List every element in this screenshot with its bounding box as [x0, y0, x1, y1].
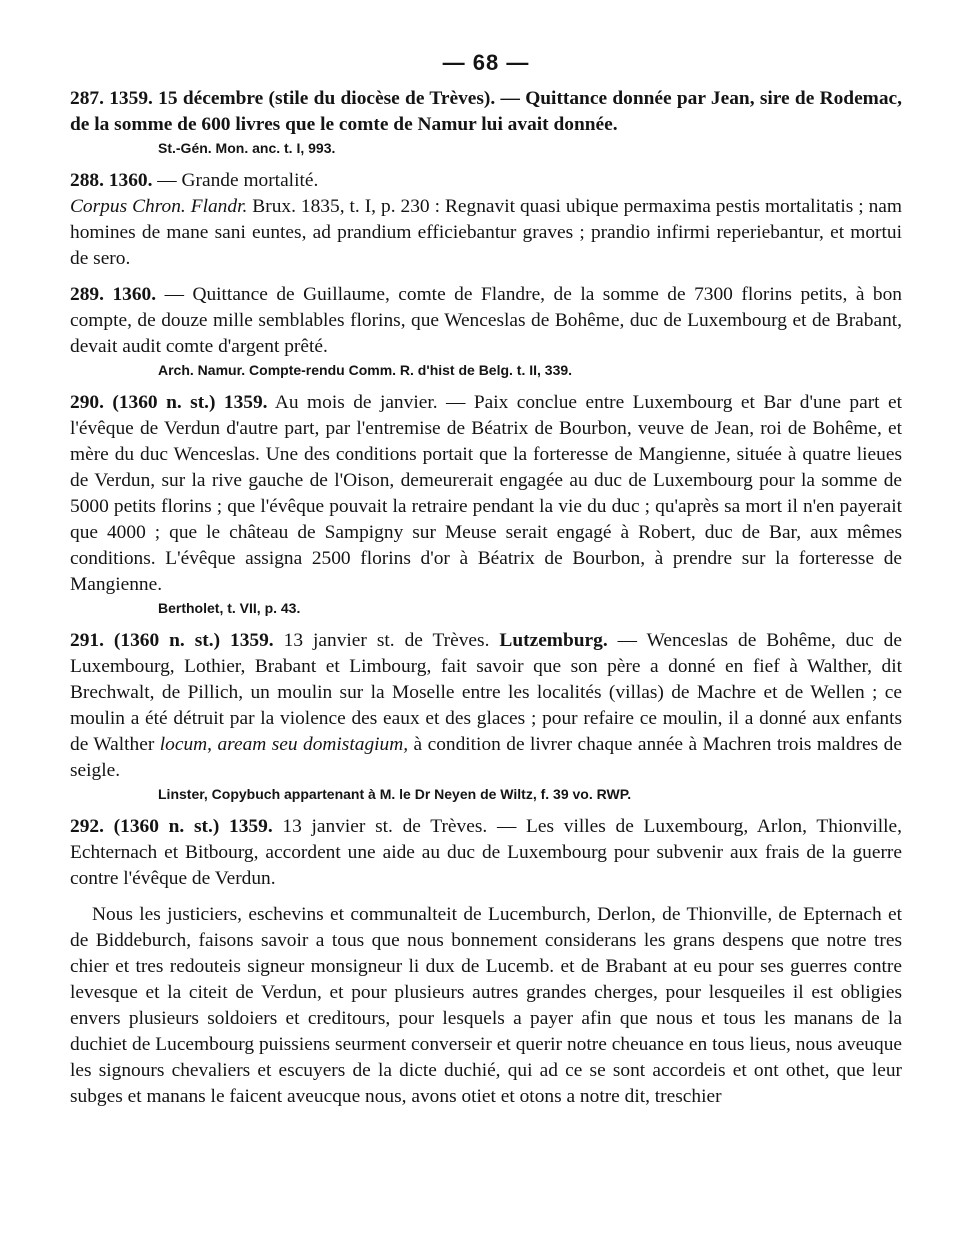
entry-290-text	[70, 390, 902, 598]
entry-date: 1360.	[112, 284, 157, 305]
entry-number: 287.	[70, 88, 104, 109]
entry-body-end: à condition de livrer chaque année à Machren trois maldres de seigle.	[70, 734, 902, 781]
entry-291	[70, 628, 902, 804]
entry-source: St.-Gén. Mon. anc. t. I, 993.	[158, 140, 336, 156]
entry-292-text	[70, 814, 902, 892]
entry-body: Au mois de janvier. — Paix conclue entre Luxembourg et Bar d'une part et l'évêque de Verdun d'autre part, par l'entremise de Béatrix de Bourbon, veuve de Jean, roi de Bohême, et mère du duc Wenceslas. Une des conditions portait que la forteresse de Mangienne, située à quatre lieues de Verdun, sur la rive gauche de l'Oison, demeurerait engagée au duc de Luxembourg pour la somme de 5000 petits florins ; que l'évêque pouvait la retraire pendant la vie du duc ; qu'après sa mort il n'en payerait que 4000 ; que le château de Sampigny sur Meuse serait engagé à Robert, duc de Bar, aux mêmes conditions. L'évêque assigna 2500 florins d'or à Béatrix de Bourbon, à prendre sur la forteresse de Mangienne.	[70, 392, 902, 595]
entry-body: 13 janvier st. de Trèves. — Les villes de Luxembourg, Arlon, Thionville, Echternach et Bitbourg, accordent une aide au duc de Luxembourg pour subvenir aux frais de la guerre contre l'évêque de Verdun.	[70, 816, 902, 889]
separator: ,	[207, 734, 212, 755]
entry-289-text	[70, 282, 902, 360]
entry-number: 290.	[70, 392, 104, 413]
entry-288	[70, 168, 902, 272]
page-number: — 68 —	[442, 50, 530, 75]
entry-source: Bertholet, t. VII, p. 43.	[158, 600, 301, 616]
quote-text: Brux. 1835, t. I, p. 230 : Regnavit quasi ubique permaxima pestis mortalitatis ; nam homines de mane sani euntes, ad prandium efficiebantur graves ; prandio infirmi reperiebantur, et mortui de sero.	[70, 196, 902, 269]
source-title-italic: Corpus Chron. Flandr.	[70, 196, 248, 217]
entry-290	[70, 390, 902, 618]
entry-289	[70, 282, 902, 380]
entry-source: Arch. Namur. Compte-rendu Comm. R. d'hist de Belg. t. II, 339.	[158, 362, 573, 378]
entry-lead: 13 janvier st. de Trèves.	[283, 630, 490, 651]
entry-291-text	[70, 628, 902, 784]
entry-date: 1360.	[108, 170, 153, 191]
entry-number: 292.	[70, 816, 104, 837]
entry-292	[70, 814, 902, 892]
entry-number: 288.	[70, 170, 104, 191]
charter-text: Nous les justiciers, eschevins et communalteit de Lucemburch, Derlon, de Thionville, de Epternach et de Biddeburch, faisons savoir a tous que nous bonnement considerans les grans despens que notre tres chier et tres redouteis signeur monsigneur li dux de Lucemb. et de Brabant at eu pour ses guerres contre levesque et la citeit de Verdun, et pour plusieurs autres grandes cherges, pour lesqueiles il est obligies envers plusieurs soldoiers et creditours, pour lesquels a payer afin que nous et tous les manans de la duchiet de Lucembourg puissiens seurment converseir et querir notre cheuance en tous lieus, nous aveuque les signours chevaliers et escuyers de la dicte duchié, qui ad ce se sont accordeis et ont othet, que leur subges et manans le faicent aveucque nous, avons otiet et otons a notre dit, treschier	[70, 904, 902, 1107]
entry-number: 291.	[70, 630, 104, 651]
entry-body: — Wenceslas de Bohême, duc de Luxembourg, Lothier, Brabant et Limbourg, fait savoir que son père a donné en fief à Walther, dit Brechwalt, de Pillich, un moulin sur la Moselle entre les localités (villas) de Machre et de Wellen ; ce moulin a été détruit par la violence des eaux et des glaces ; pour refaire ce moulin, il a donné aux enfants de Walther	[70, 630, 902, 755]
entry-body: 15 décembre (stile du diocèse de Trèves). — Quittance donnée par Jean, sire de Rodemac, de la somme de 600 livres que le comte de Namur lui avait donnée.	[70, 88, 902, 135]
entry-date: (1360 n. st.) 1359.	[113, 816, 273, 837]
entry-date: (1360 n. st.) 1359.	[112, 392, 268, 413]
entry-287	[70, 86, 902, 158]
document-page	[70, 50, 902, 1110]
entry-287-text	[70, 86, 902, 138]
entry-source: Linster, Copybuch appartenant à M. le Dr Neyen de Wiltz, f. 39 vo. RWP.	[158, 786, 632, 802]
entry-body: — Quittance de Guillaume, comte de Flandre, de la somme de 7300 florins petits, à bon compte, de douze mille semblables florins, que Wenceslas de Bohême, duc de Luxembourg et de Brabant, devait audit comte d'argent prêté.	[70, 284, 902, 357]
entry-288-heading	[70, 168, 902, 194]
entry-288-quote	[70, 194, 902, 272]
entry-place: Lutzemburg.	[499, 630, 608, 651]
entry-date: 1359.	[109, 88, 153, 109]
entry-date: (1360 n. st.) 1359.	[113, 630, 274, 651]
latin-term: aream seu domistagium,	[217, 734, 409, 755]
entry-number: 289.	[70, 284, 104, 305]
entry-title: — Grande mortalité.	[157, 170, 319, 191]
latin-term: locum	[159, 734, 208, 755]
